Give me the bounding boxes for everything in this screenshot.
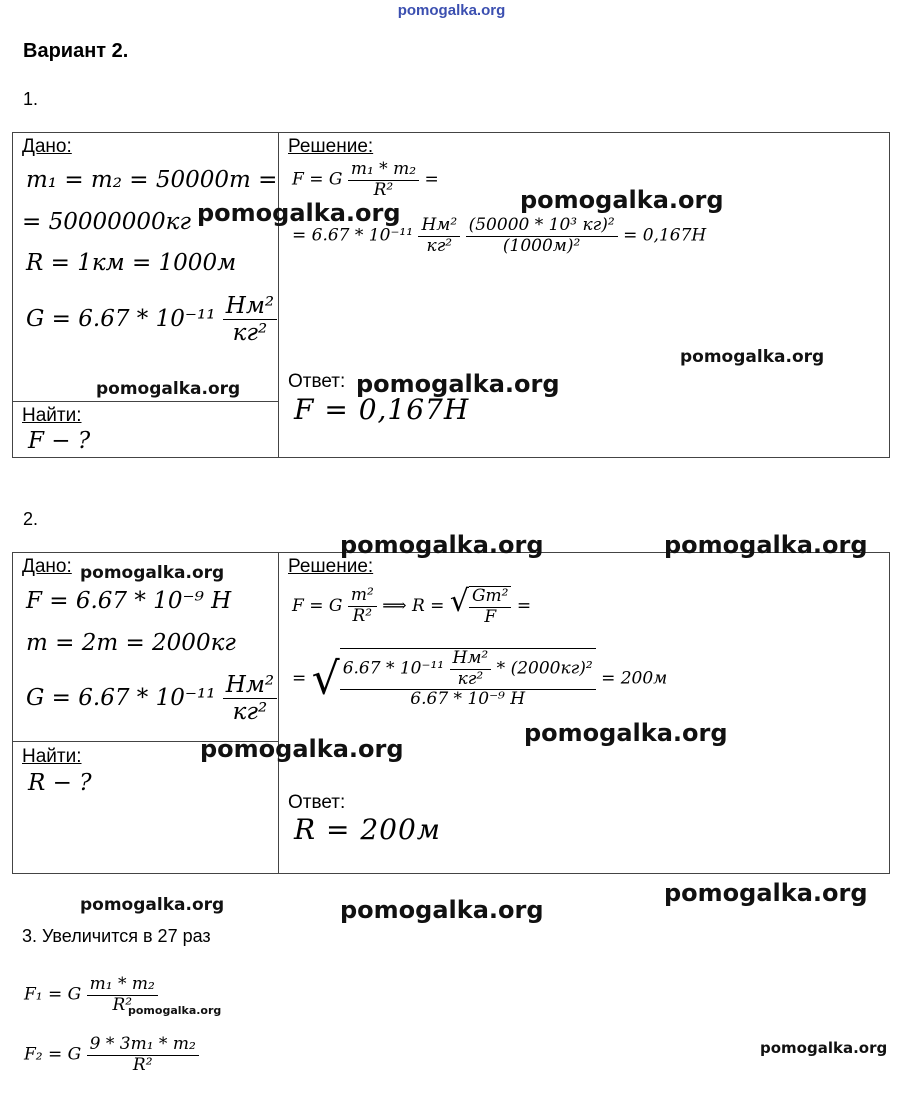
formula-rhs: =	[516, 596, 532, 616]
sqrt-den: F	[484, 606, 497, 627]
given-gravity-constant	[26, 672, 277, 726]
given-line-1: F = 6.67 * 10⁻⁹ Н	[26, 588, 232, 614]
given-label: Дано:	[22, 136, 72, 157]
f2-den: R²	[132, 1054, 153, 1075]
formula-den: R²	[373, 179, 394, 200]
calc-unit-num: Нм²	[450, 649, 492, 670]
watermark: pomogalka.org	[340, 531, 544, 559]
watermark: pomogalka.org	[80, 895, 225, 915]
watermark: pomogalka.org	[664, 879, 868, 907]
answer-value: R = 200м	[294, 813, 442, 846]
watermark: pomogalka.org	[760, 1039, 888, 1057]
watermark: pomogalka.org	[96, 379, 241, 399]
solution-label: Решение:	[288, 136, 374, 157]
sqrt-num: Gm²	[469, 587, 512, 608]
calc-unit-den: кг²	[457, 668, 484, 689]
watermark: pomogalka.org	[520, 186, 724, 214]
watermark: pomogalka.org	[80, 563, 225, 583]
g-unit-num: Нм²	[223, 672, 277, 699]
watermark: pomogalka.org	[200, 735, 404, 763]
given-gravity-constant	[26, 293, 277, 347]
given-line-3: R = 1км = 1000м	[26, 250, 237, 276]
answer-label: Ответ:	[288, 792, 346, 813]
f1-den: R²	[112, 994, 133, 1015]
watermark: pomogalka.org	[680, 347, 825, 367]
f2-num: 9 * 3m₁ * m₂	[87, 1035, 199, 1056]
f2-formula	[24, 1035, 199, 1075]
variant-title: Вариант 2.	[23, 40, 129, 62]
problem-1-find-divider	[12, 401, 278, 402]
site-link[interactable]: pomogalka.org	[397, 2, 506, 19]
find-label: Найти:	[22, 405, 82, 426]
problem-2-divider	[278, 552, 279, 874]
solution-label: Решение:	[288, 556, 374, 577]
given-label: Дано:	[22, 556, 72, 577]
given-line-1: m₁ = m₂ = 50000т =	[26, 167, 278, 193]
calc-den: 6.67 * 10⁻⁹ Н	[410, 689, 526, 710]
watermark: pomogalka.org	[356, 370, 560, 398]
calc-unit-num: Нм²	[418, 216, 460, 237]
problem-2-number: 2.	[23, 509, 39, 529]
solution-line-1	[292, 160, 439, 200]
g-value: G = 6.67 * 10⁻¹¹	[26, 684, 216, 711]
watermark: pomogalka.org	[128, 1004, 222, 1017]
formula-lhs: F = G	[292, 169, 343, 190]
g-unit-num: Нм²	[223, 293, 277, 320]
formula-den: R²	[352, 606, 373, 626]
find-value: R − ?	[28, 770, 92, 796]
formula-num: m²	[348, 586, 377, 607]
solution-line-1	[292, 584, 531, 627]
formula-num: m₁ * m₂	[348, 160, 419, 181]
calc-frac	[340, 648, 596, 710]
sqrt-sign-icon: √	[311, 653, 340, 705]
watermark: pomogalka.org	[664, 531, 868, 559]
calc-lhs: = 6.67 * 10⁻¹¹	[292, 225, 414, 246]
calc-unit-den: кг²	[426, 235, 453, 256]
find-value: F − ?	[28, 428, 91, 454]
calc-den: (1000м)²	[502, 235, 581, 256]
g-unit-den: кг²	[232, 320, 268, 347]
problem-1-number: 1.	[23, 89, 39, 109]
formula-rhs: =	[424, 169, 439, 190]
problem-3-heading: 3. Увеличится в 27 раз	[22, 926, 211, 946]
g-value: G = 6.67 * 10⁻¹¹	[26, 305, 216, 332]
f2-lhs: F₂ = G	[24, 1044, 82, 1065]
watermark: pomogalka.org	[524, 719, 728, 747]
calc-num: (50000 * 10³ кг)²	[466, 216, 618, 237]
calc-result: = 200м	[601, 668, 668, 689]
solution-line-2	[292, 648, 667, 710]
sqrt-sign-icon: √	[449, 584, 469, 619]
find-label: Найти:	[22, 746, 82, 767]
watermark: pomogalka.org	[197, 199, 401, 227]
calc-lhs: =	[292, 668, 307, 689]
problem-1-divider	[278, 132, 279, 458]
formula-lhs: F = G	[292, 596, 343, 616]
f1-lhs: F₁ = G	[24, 984, 82, 1005]
answer-value: F = 0,167Н	[294, 393, 470, 426]
f1-num: m₁ * m₂	[87, 975, 158, 996]
watermark: pomogalka.org	[340, 896, 544, 924]
calc-result: = 0,167Н	[623, 225, 707, 246]
given-line-2: = 50000000кг	[22, 209, 192, 235]
calc-num: 6.67 * 10⁻¹¹ $\frac{\text{Нм²}}{\text{кг²}}$ * (2000кг)²	[340, 649, 596, 690]
g-unit-den: кг²	[232, 699, 268, 726]
implication: ⟹ R =	[382, 596, 445, 616]
sqrt-frac	[469, 586, 512, 627]
given-line-2: m = 2т = 2000кг	[26, 630, 236, 656]
answer-label: Ответ:	[288, 371, 346, 392]
